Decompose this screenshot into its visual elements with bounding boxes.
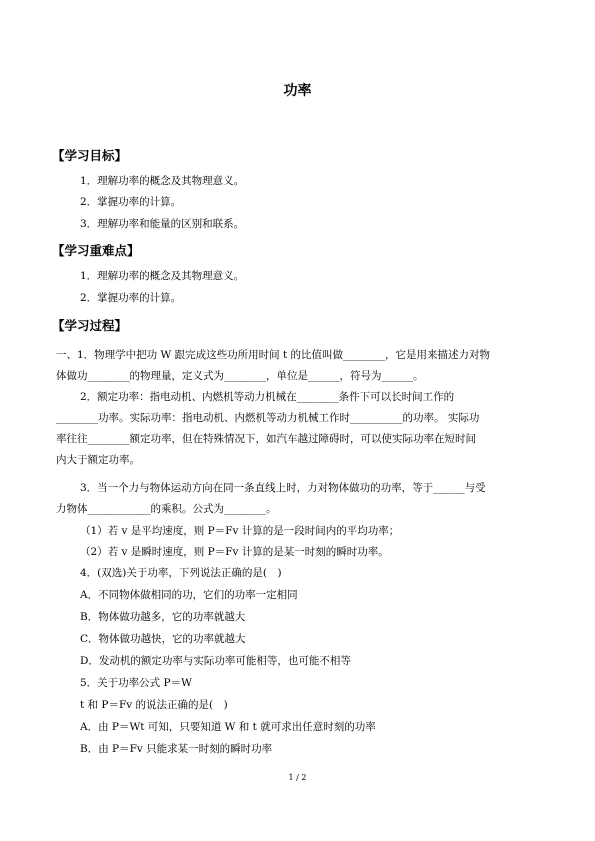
process-line: 2．额定功率：指电动机、内燃机等动力机械在________条件下可以长时间工作的 (80, 391, 455, 403)
process-line: ________功率。实际功率：指电动机、内燃机等动力机械工作时__________的功率。 实际功 (56, 412, 480, 424)
process-line: 体做功________的物理量，定义式为________，单位是______，符号为______。 (56, 370, 424, 382)
process-line: （2）若 v 是瞬时速度，则 P＝Fv 计算的是某一时刻的瞬时功率。 (80, 546, 389, 558)
key-points-heading: 【学习重难点】 (52, 243, 140, 258)
question-5-continued: t 和 P＝Fv 的说法正确的是( ) (80, 699, 228, 711)
page-title: 功率 (283, 83, 312, 99)
process-line: 一、1．物理学中把功 W 跟完成这些功所用时间 t 的比值叫做________，它是用来描述力对物 (56, 349, 491, 361)
question-4: 4．(双选)关于功率，下列说法正确的是( ) (80, 567, 282, 579)
process-line: 内大于额定功率。 (56, 454, 140, 466)
process-line: 率往往________额定功率，但在特殊情况下，如汽车越过障碍时，可以使实际功率在短时间 (56, 433, 476, 445)
question-4-option-b: B．物体做功越多，它的功率就越大 (80, 611, 246, 623)
goal-item: 2．掌握功率的计算。 (80, 196, 182, 208)
goal-item: 3．理解功率和能量的区别和联系。 (80, 218, 245, 230)
goal-item: 1．理解功率的概念及其物理意义。 (80, 175, 245, 187)
question-4-option-a: A．不同物体做相同的功，它们的功率一定相同 (80, 589, 298, 601)
page-number: 1 / 2 (288, 773, 307, 782)
key-point-item: 2．掌握功率的计算。 (80, 292, 182, 304)
question-4-option-d: D．发动机的额定功率与实际功率可能相等，也可能不相等 (80, 655, 351, 667)
question-5-option-a: A．由 P＝Wt 可知，只要知道 W 和 t 就可求出任意时刻的功率 (80, 721, 376, 733)
key-point-item: 1．理解功率的概念及其物理意义。 (80, 270, 245, 282)
process-line: （1）若 v 是平均速度，则 P＝Fv 计算的是一段时间内的平均功率； (80, 525, 400, 537)
goals-heading: 【学习目标】 (52, 148, 128, 163)
process-line: 力物体____________的乘积。公式为________。 (56, 503, 277, 515)
question-5: 5．关于功率公式 P＝W (80, 677, 192, 689)
question-4-option-c: C．物体做功越快，它的功率就越大 (80, 633, 246, 645)
process-line: 3．当一个力与物体运动方向在同一条直线上时，力对物体做功的功率，等于______与受 (80, 482, 486, 494)
question-5-option-b: B．由 P＝Fv 只能求某一时刻的瞬时功率 (80, 743, 273, 755)
process-heading: 【学习过程】 (52, 318, 128, 333)
